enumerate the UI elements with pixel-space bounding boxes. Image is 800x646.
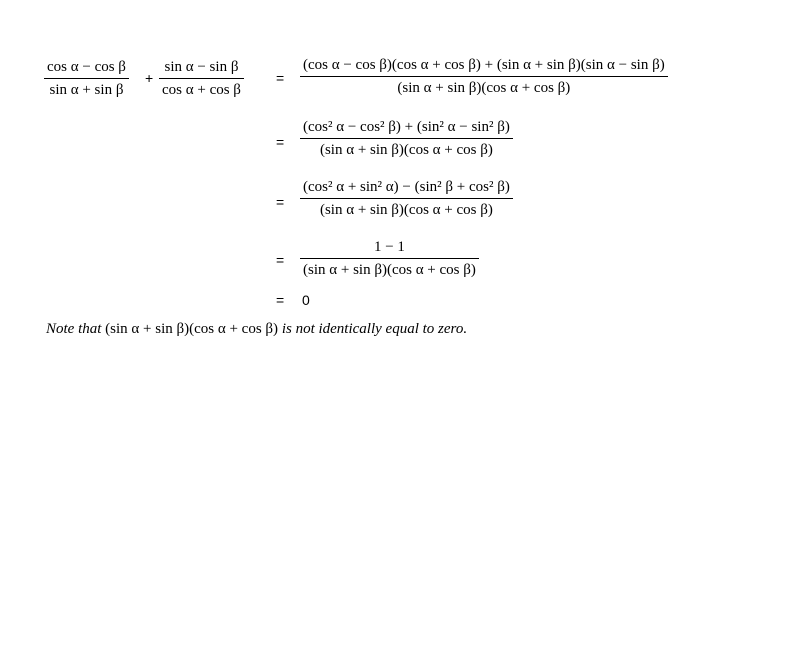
step-2-numerator: (cos² α − cos² β) + (sin² α − sin² β) (303, 119, 510, 135)
equals-sign: = (276, 134, 285, 150)
note-prefix: Note that (46, 321, 102, 337)
result-value: 0 (302, 292, 310, 308)
note-line (46, 322, 467, 337)
equals-sign: = (276, 252, 285, 268)
step-2-denominator: (sin α + sin β)(cos α + cos β) (319, 142, 493, 158)
lhs-fraction-2-numerator: sin α − sin β (164, 59, 239, 75)
step-1-fraction (300, 58, 668, 96)
lhs-fraction-2 (159, 60, 244, 98)
equals-sign: = (276, 292, 285, 308)
step-2-fraction (300, 120, 513, 158)
step-3-denominator: (sin α + sin β)(cos α + cos β) (319, 202, 493, 218)
lhs-fraction-1-numerator: cos α − cos β (47, 59, 126, 75)
lhs-fraction-1 (44, 60, 129, 98)
step-1-numerator: (cos α − cos β)(cos α + cos β) + (sin α + sin β)(sin α − sin β) (303, 57, 665, 73)
lhs-fraction-1-denominator: sin α + sin β (49, 82, 124, 98)
note-suffix: is not identically equal to zero. (281, 321, 468, 337)
lhs-fraction-2-denominator: cos α + cos β (162, 82, 241, 98)
step-3-fraction (300, 180, 513, 218)
equals-sign: = (276, 194, 285, 210)
step-4-fraction (300, 240, 479, 278)
step-1-denominator: (sin α + sin β)(cos α + cos β) (397, 80, 571, 96)
plus-sign: + (145, 70, 154, 86)
note-expression: (sin α + sin β)(cos α + cos β) (105, 321, 279, 337)
equals-sign: = (276, 70, 285, 86)
step-4-numerator: 1 − 1 (373, 239, 405, 255)
step-3-numerator: (cos² α + sin² α) − (sin² β + cos² β) (303, 179, 510, 195)
step-4-denominator: (sin α + sin β)(cos α + cos β) (303, 262, 476, 278)
